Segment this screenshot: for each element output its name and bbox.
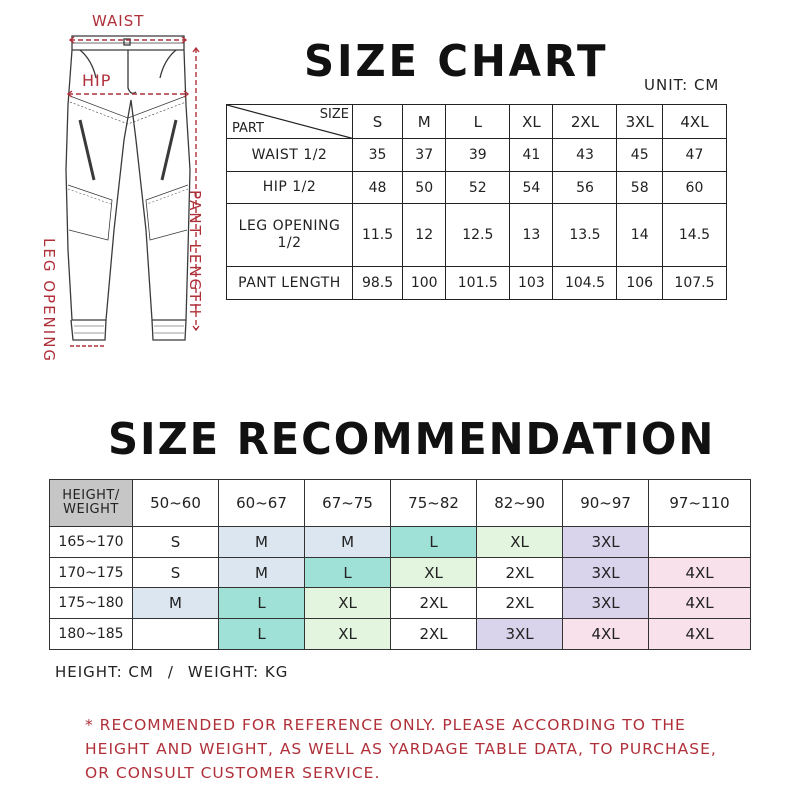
- size-header: 3XL: [617, 105, 662, 139]
- recommended-size-cell: 2XL: [477, 588, 563, 619]
- part-label: PANT LENGTH: [227, 267, 353, 300]
- measurement-cell: 12: [403, 204, 446, 267]
- height-unit: HEIGHT: CM: [55, 663, 154, 681]
- measurement-cell: 104.5: [553, 267, 617, 300]
- recommended-size-cell: 4XL: [649, 588, 751, 619]
- recommended-size-cell: L: [219, 588, 305, 619]
- recommended-size-cell: M: [219, 557, 305, 588]
- weight-header: 75~82: [391, 480, 477, 527]
- recommended-size-cell: 3XL: [563, 526, 649, 557]
- measurement-cell: 98.5: [353, 267, 403, 300]
- size-chart-row-pant-length: [227, 267, 727, 300]
- measurement-cell: 14.5: [662, 204, 726, 267]
- leg-opening-label: LEG OPENING: [40, 238, 58, 364]
- measurement-cell: 54: [510, 171, 553, 204]
- height-weight-corner: [50, 480, 133, 527]
- measurement-cell: 58: [617, 171, 662, 204]
- recommended-size-cell: XL: [305, 588, 391, 619]
- measurement-cell: 107.5: [662, 267, 726, 300]
- measurement-cell: 43: [553, 139, 617, 172]
- part-label: LEG OPENING 1/2: [227, 204, 353, 267]
- recommendation-header-row: [50, 480, 751, 527]
- recommended-size-cell: 2XL: [477, 557, 563, 588]
- hip-label: HIP: [82, 71, 112, 90]
- size-chart-corner-cell: [227, 105, 353, 139]
- recommended-size-cell: XL: [305, 619, 391, 650]
- corner-size-label: SIZE: [319, 107, 349, 122]
- pants-diagram: [0, 0, 220, 380]
- measurement-cell: 101.5: [446, 267, 510, 300]
- height-label: 165~170: [50, 526, 133, 557]
- size-header: S: [353, 105, 403, 139]
- measurement-cell: 106: [617, 267, 662, 300]
- measurement-cell: 60: [662, 171, 726, 204]
- size-chart-header-row: [227, 105, 727, 139]
- recommended-size-cell: 2XL: [391, 619, 477, 650]
- recommended-size-cell: S: [133, 526, 219, 557]
- measurement-cell: 47: [662, 139, 726, 172]
- measurement-cell: 45: [617, 139, 662, 172]
- recommended-size-cell: 3XL: [477, 619, 563, 650]
- size-chart-unit: UNIT: CM: [644, 76, 720, 94]
- weight-header: 90~97: [563, 480, 649, 527]
- units-note: [55, 663, 288, 681]
- measurement-cell: 100: [403, 267, 446, 300]
- height-label: 175~180: [50, 588, 133, 619]
- recommended-size-cell: XL: [391, 557, 477, 588]
- height-label: 170~175: [50, 557, 133, 588]
- recommendation-row: [50, 526, 751, 557]
- corner-weight-label: WEIGHT: [63, 501, 119, 517]
- pant-length-label: PANT LENGTH: [186, 190, 204, 317]
- recommended-size-cell: L: [219, 619, 305, 650]
- recommended-size-cell: S: [133, 557, 219, 588]
- recommended-size-cell: [649, 526, 751, 557]
- recommendation-row: [50, 619, 751, 650]
- weight-header: 82~90: [477, 480, 563, 527]
- measurement-cell: 13.5: [553, 204, 617, 267]
- recommended-size-cell: L: [391, 526, 477, 557]
- recommended-size-cell: 3XL: [563, 557, 649, 588]
- recommended-size-cell: XL: [477, 526, 563, 557]
- measurement-cell: 48: [353, 171, 403, 204]
- weight-header: 50~60: [133, 480, 219, 527]
- size-recommendation-table: [49, 479, 751, 650]
- disclaimer-text: * RECOMMENDED FOR REFERENCE ONLY. PLEASE ACCORDING TO THE HEIGHT AND WEIGHT, AS WELL AS YARDAGE TABLE DATA, TO PURCHASE, OR CONSULT CUSTOMER SERVICE.: [85, 716, 717, 782]
- measurement-cell: 50: [403, 171, 446, 204]
- measurement-cell: 11.5: [353, 204, 403, 267]
- recommended-size-cell: M: [305, 526, 391, 557]
- corner-part-label: PART: [232, 121, 264, 137]
- size-header: 2XL: [553, 105, 617, 139]
- size-chart-table: [226, 104, 727, 300]
- recommended-size-cell: M: [133, 588, 219, 619]
- part-label: HIP 1/2: [227, 171, 353, 204]
- size-chart-title: SIZE CHART: [304, 36, 609, 87]
- measurement-cell: 41: [510, 139, 553, 172]
- size-header: XL: [510, 105, 553, 139]
- size-chart-row-hip: [227, 171, 727, 204]
- recommended-size-cell: M: [219, 526, 305, 557]
- measurement-cell: 52: [446, 171, 510, 204]
- height-label: 180~185: [50, 619, 133, 650]
- weight-unit: WEIGHT: KG: [187, 663, 289, 681]
- measurement-cell: 12.5: [446, 204, 510, 267]
- size-recommendation-title: SIZE RECOMMENDATION: [108, 414, 716, 465]
- recommendation-row: [50, 588, 751, 619]
- recommended-size-cell: 4XL: [649, 557, 751, 588]
- size-header: 4XL: [662, 105, 726, 139]
- recommended-size-cell: L: [305, 557, 391, 588]
- recommended-size-cell: 4XL: [563, 619, 649, 650]
- part-label: WAIST 1/2: [227, 139, 353, 172]
- recommended-size-cell: 4XL: [649, 619, 751, 650]
- weight-header: 60~67: [219, 480, 305, 527]
- measurement-cell: 35: [353, 139, 403, 172]
- measurement-cell: 39: [446, 139, 510, 172]
- size-chart-row-waist: [227, 139, 727, 172]
- measurement-cell: 14: [617, 204, 662, 267]
- measurement-cell: 13: [510, 204, 553, 267]
- size-header: M: [403, 105, 446, 139]
- weight-header: 67~75: [305, 480, 391, 527]
- size-chart-row-leg-opening: [227, 204, 727, 267]
- recommended-size-cell: [133, 619, 219, 650]
- recommended-size-cell: 3XL: [563, 588, 649, 619]
- measurement-cell: 56: [553, 171, 617, 204]
- waist-label: WAIST: [92, 12, 145, 30]
- corner-height-label: HEIGHT/: [62, 487, 120, 503]
- recommended-size-cell: 2XL: [391, 588, 477, 619]
- unit-separator: /: [167, 663, 174, 681]
- measurement-cell: 37: [403, 139, 446, 172]
- measurement-cell: 103: [510, 267, 553, 300]
- size-header: L: [446, 105, 510, 139]
- weight-header: 97~110: [649, 480, 751, 527]
- recommendation-row: [50, 557, 751, 588]
